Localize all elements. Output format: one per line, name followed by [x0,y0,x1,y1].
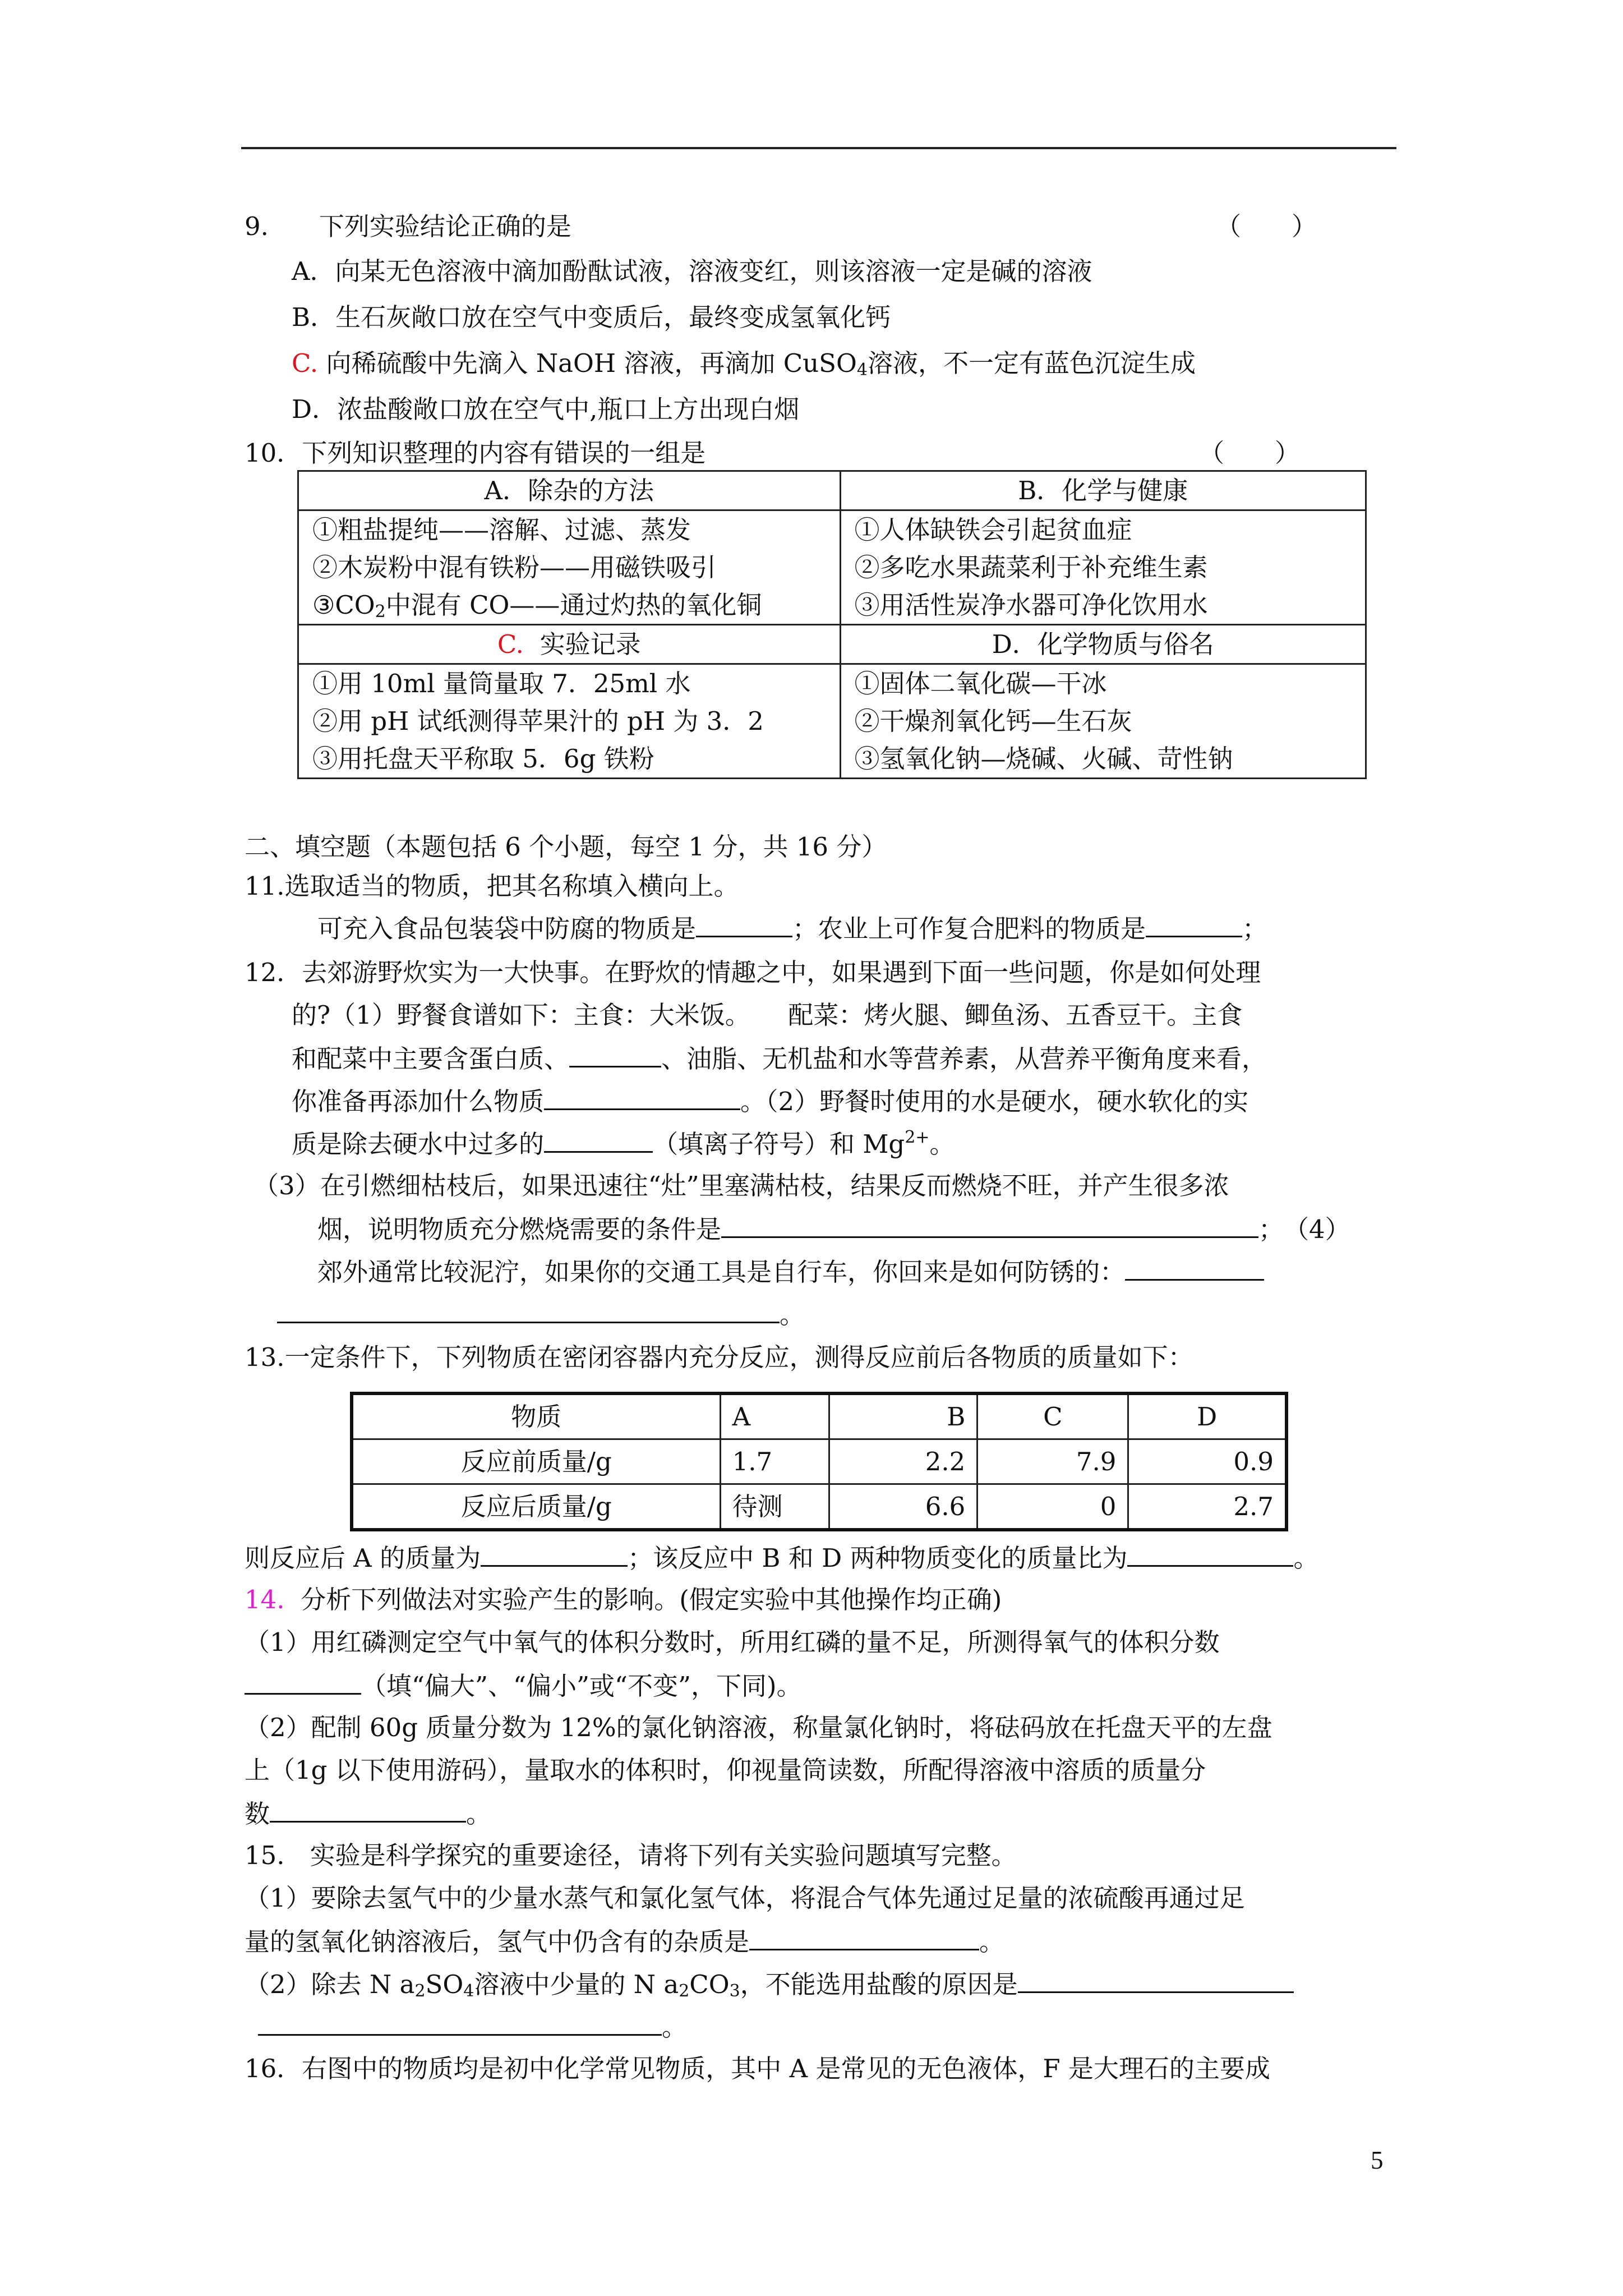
q12-line-2: 的?（1）野餐食谱如下：主食：大米饭。 配菜：烤火腿、鲫鱼汤、五香豆干。主食 [292,1000,1243,1030]
q12-line-3: 和配菜中主要含蛋白质、 、油脂、无机盐和水等营养素，从营养平衡角度来看， [292,1039,1267,1078]
q9-option-c-letter: C. [292,348,319,378]
q10-cell-b-head: B．化学与健康 [840,471,1366,510]
q10-cell-d-head: D．化学物质与俗名 [840,625,1366,664]
q14-blank-1[interactable] [245,1666,361,1695]
q15-part-3: （2）除去 N $a_2SO_4$溶液中少量的 N $a_2CO_3$，不能选用盐酸的原因是 [245,1964,1294,2003]
q14-part-2: （2）配制 60g 质量分数为 12%的氯化钠溶液，称量氯化钠时，将砝码放在托盘天平的左盘 [245,1713,1272,1742]
q12-blank-rust-2[interactable] [277,1295,780,1323]
q12-blank-ion[interactable] [544,1124,653,1153]
q13-blank-ratio[interactable] [1127,1538,1293,1567]
q12-line-8: 郊外通常比较泥泞，如果你的交通工具是自行车，你回来是如何防锈的： [317,1252,1264,1291]
q15-stem: 15. 实验是科学探究的重要途径，请将下列有关实验问题填写完整。 [245,1841,1017,1870]
q12-line-4: 你准备再添加什么物质 。（2）野餐时使用的水是硬水，硬水软化的实 [292,1082,1248,1120]
page-number: 5 [1371,2146,1384,2174]
q9-answer-paren: （ ） [1216,211,1317,241]
q10-cell-c-body: ①用 10ml 量筒量取 7．25ml 水 ②用 pH 试纸测得苹果汁的 pH 为 3．2 ③用托盘天平称取 5．6g 铁粉 [298,664,841,779]
q15-blank-reason-2[interactable] [258,2007,662,2036]
q13-mass-table [350,1392,1288,1531]
q12-line-5: 质是除去硬水中过多的 （填离子符号）和 $Mg^{2+}$。 [292,1124,955,1163]
q9-option-d: D．浓盐酸敞口放在空气中,瓶口上方出现白烟 [292,394,800,424]
q14-part-1: （1）用红磷测定空气中氧气的体积分数时，所用红磷的量不足，所测得氧气的体积分数 [245,1627,1220,1657]
q11-line: 可充入食品包装袋中防腐的物质是 ；农业上可作复合肥料的物质是 ； [317,909,1267,947]
q10-answer-paren: （ ） [1199,438,1301,468]
q13-header-row: 物质 A B C D [352,1393,1287,1439]
q16-stem: 16．右图中的物质均是初中化学常见物质，其中 A 是常见的无色液体，F 是大理石的主要成 [245,2054,1270,2083]
q10-cell-a-head: A．除杂的方法 [298,471,841,510]
q13-stem: 13.一定条件下，下列物质在密闭容器内充分反应，测得反应前后各物质的质量如下： [245,1342,1193,1372]
q10-cell-a-body: ①粗盐提纯——溶解、过滤、蒸发 ②木炭粉中混有铁粉——用磁铁吸引 $③CO_2$中混有 CO——通过灼热的氧化铜 [298,510,841,625]
q15-blank-impurity[interactable] [749,1922,979,1950]
q12-blank-food[interactable] [544,1082,740,1110]
q15-blank-reason-1[interactable] [1018,1964,1294,1993]
q12-blank-rust-1[interactable] [1125,1252,1264,1281]
q12-blank-nutrient[interactable] [569,1039,661,1068]
q14-number: 14. [245,1585,285,1614]
q9-option-a: A．向某无色溶液中滴加酚酞试液，溶液变红，则该溶液一定是碱的溶液 [292,256,1092,286]
q11-blank-1[interactable] [696,909,792,937]
q14-part-4: 数 。 [245,1794,491,1833]
q9-stem: 9. 下列实验结论正确的是 [245,211,571,241]
q10-knowledge-table [297,470,1367,779]
q12-line-1: 12．去郊游野炊实为一大快事。在野炊的情趣之中，如果遇到下面一些问题，你是如何处理 [245,958,1261,987]
q12-line-9: 。 [277,1295,805,1333]
q12-line-6: （3）在引燃细枯枝后，如果迅速往“灶”里塞满枯枝，结果反而燃烧不旺，并产生很多浓 [253,1171,1229,1200]
section-heading: 二、填空题（本题包括 6 个小题，每空 1 分，共 16 分） [245,832,887,862]
q14-blank-2[interactable] [270,1794,466,1823]
q15-part-1: （1）要除去氢气中的少量水蒸气和氯化氢气体，将混合气体先通过足量的浓硫酸再通过足 [245,1883,1245,1913]
q13-row-before: 反应前质量/g 1.7 2.2 7.9 0.9 [352,1439,1287,1484]
q15-part-2: 量的氢氧化钠溶液后，氢气中仍含有的杂质是 。 [245,1922,1004,1961]
q9-option-c: C. 向稀硫酸中先滴入 NaOH 溶液，再滴加 CuSO$_4$溶液，不一定有蓝色沉淀生成 [292,348,1196,380]
q9-option-b: B．生石灰敞口放在空气中变质后，最终变成氢氧化钙 [292,302,891,332]
q10-stem: 10．下列知识整理的内容有错误的一组是 [245,438,706,468]
q13-row-after: 反应后质量/g 待测 6.6 0 2.7 [352,1484,1287,1530]
q15-part-4: 。 [258,2007,687,2046]
q10-cell-c-head: C. 实验记录 [298,625,841,664]
q14-part-3: 上（1g 以下使用游码），量取水的体积时，仰视量筒读数，所配得溶液中溶质的质量分 [245,1755,1206,1785]
header-rule [241,147,1396,149]
q11-stem: 11.选取适当的物质，把其名称填入横向上。 [245,871,739,901]
q10-cell-b-body: ①人体缺铁会引起贫血症 ②多吃水果蔬菜利于补充维生素 ③用活性炭净水器可净化饮用水 [840,510,1366,625]
q12-blank-combustion[interactable] [721,1209,1258,1238]
q12-line-7: 烟，说明物质充分燃烧需要的条件是 ； （4） [317,1209,1350,1248]
q10-cell-d-body: ①固体二氧化碳—干冰 ②干燥剂氧化钙—生石灰 ③氢氧化钠—烧碱、火碱、苛性钠 [840,664,1366,779]
q14-part-1-blank-line: （填“偏大”、“偏小”或“不变”，下同)。 [245,1666,802,1705]
q13-question: 则反应后 A 的质量为 ；该反应中 B 和 D 两种物质变化的质量比为 。 [245,1538,1319,1577]
q13-blank-mass-a[interactable] [481,1538,628,1567]
q11-blank-2[interactable] [1146,909,1242,937]
q14-stem: 14. 分析下列做法对实验产生的影响。(假定实验中其他操作均正确) [245,1585,1002,1614]
